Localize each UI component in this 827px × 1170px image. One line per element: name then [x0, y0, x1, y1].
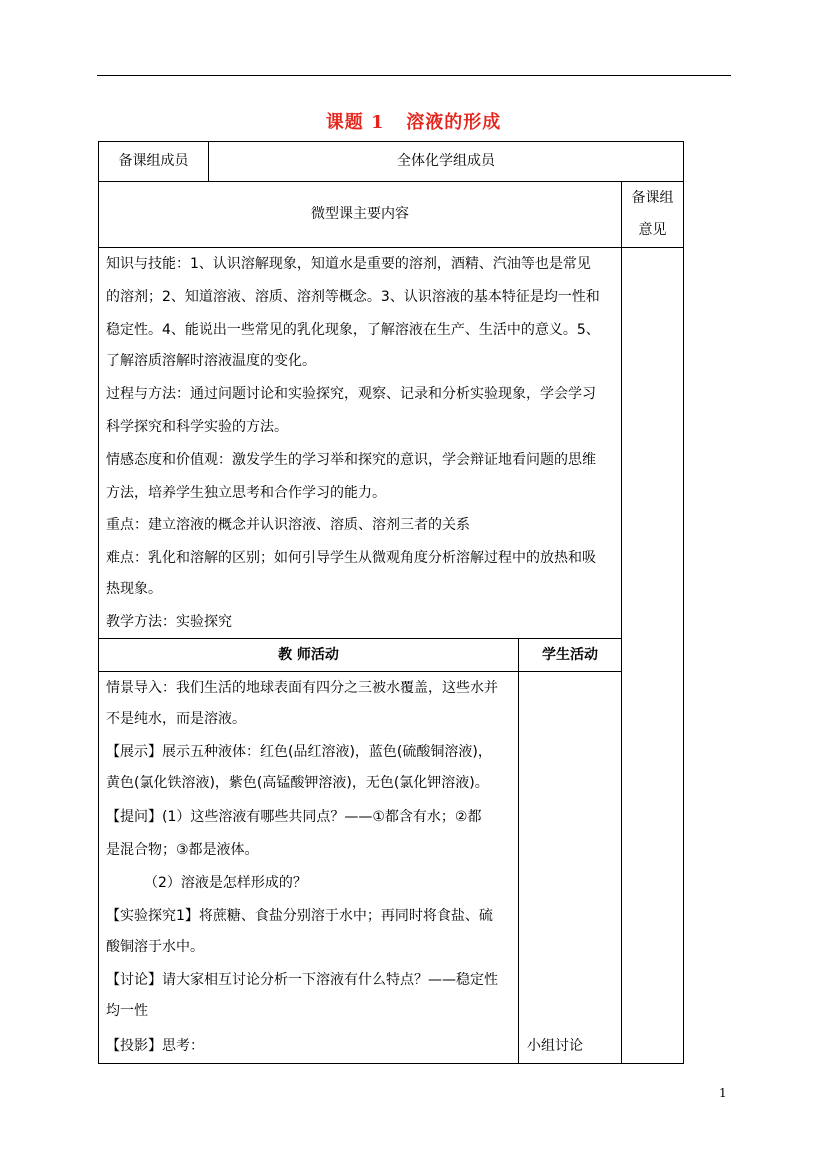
objective-line: 教学方法：实验探究 — [106, 614, 232, 630]
teacher-activity-line: 情景导入：我们生活的地球表面有四分之三被水覆盖，这些水并 — [106, 680, 498, 696]
teacher-activity-line: 均一性 — [106, 1003, 148, 1019]
teacher-activity-line: 黄色(氯化铁溶液)，紫色(高锰酸钾溶液)，无色(氯化钾溶液)。 — [106, 775, 489, 791]
objective-line: 的溶剂；2、知道溶液、溶质、溶剂等概念。3、认识溶液的基本特征是均一性和 — [106, 289, 600, 305]
teacher-activity-line: 【讨论】请大家相互讨论分析一下溶液有什么特点？——稳定性 — [106, 972, 498, 988]
teacher-activity-line: 不是纯水，而是溶液。 — [106, 711, 246, 727]
objective-line: 了解溶质溶解时溶液温度的变化。 — [106, 353, 316, 369]
group-opinion-header-line1: 备课组 — [631, 190, 674, 206]
objective-line: 情感态度和价值观：激发学生的学习举和探究的意识，学会辩证地看问题的思维 — [106, 452, 596, 468]
objective-line: 科学探究和科学实验的方法。 — [106, 419, 288, 435]
student-activity-cell — [518, 671, 622, 1064]
objective-line: 知识与技能：1、认识溶解现象，知道水是重要的溶剂，酒精、汽油等也是常见 — [106, 256, 591, 272]
group-opinion-header-line2: 意见 — [638, 222, 667, 238]
student-activity-header: 学生活动 — [542, 647, 598, 663]
teacher-activity-line: 酸铜溶于水中。 — [106, 939, 204, 955]
document-title: 课题 1 溶液的形成 — [325, 112, 502, 133]
objective-line: 稳定性。4、能说出一些常见的乳化现象，了解溶液在生产、生活中的意义。5、 — [106, 322, 600, 338]
members-value: 全体化学组成员 — [397, 153, 495, 169]
teacher-activity-line: 【实验探究1】将蔗糖、食盐分别溶于水中；再同时将食盐、硫 — [106, 908, 493, 924]
objective-line: 方法，培养学生独立思考和合作学习的能力。 — [106, 485, 386, 501]
objective-line: 重点：建立溶液的概念并认识溶液、溶质、溶剂三者的关系 — [106, 517, 470, 533]
student-note: 小组讨论 — [527, 1038, 583, 1054]
teacher-activity-line: 【投影】思考： — [106, 1038, 204, 1054]
teacher-activity-header: 教 师活动 — [278, 647, 339, 663]
teacher-activity-line: （2）溶液是怎样形成的？ — [144, 875, 307, 891]
objective-line: 热现象。 — [106, 581, 162, 597]
objective-line: 难点：乳化和溶解的区别；如何引导学生从微观角度分析溶解过程中的放热和吸 — [106, 550, 596, 566]
main-content-header: 微型课主要内容 — [311, 206, 409, 222]
teacher-activity-line: 是混合物；③都是液体。 — [106, 842, 259, 858]
members-label: 备课组成员 — [118, 153, 189, 169]
header-rule — [97, 75, 731, 76]
page-number: 1 — [719, 1086, 727, 1100]
teacher-activity-line: 【展示】展示五种液体：红色(品红溶液)，蓝色(硫酸铜溶液)， — [106, 744, 492, 760]
group-opinion-cell — [621, 247, 684, 1064]
objective-line: 过程与方法：通过问题讨论和实验探究，观察、记录和分析实验现象，学会学习 — [106, 386, 596, 402]
teacher-activity-line: 【提问】(1）这些溶液有哪些共同点？——①都含有水；②都 — [106, 809, 482, 825]
